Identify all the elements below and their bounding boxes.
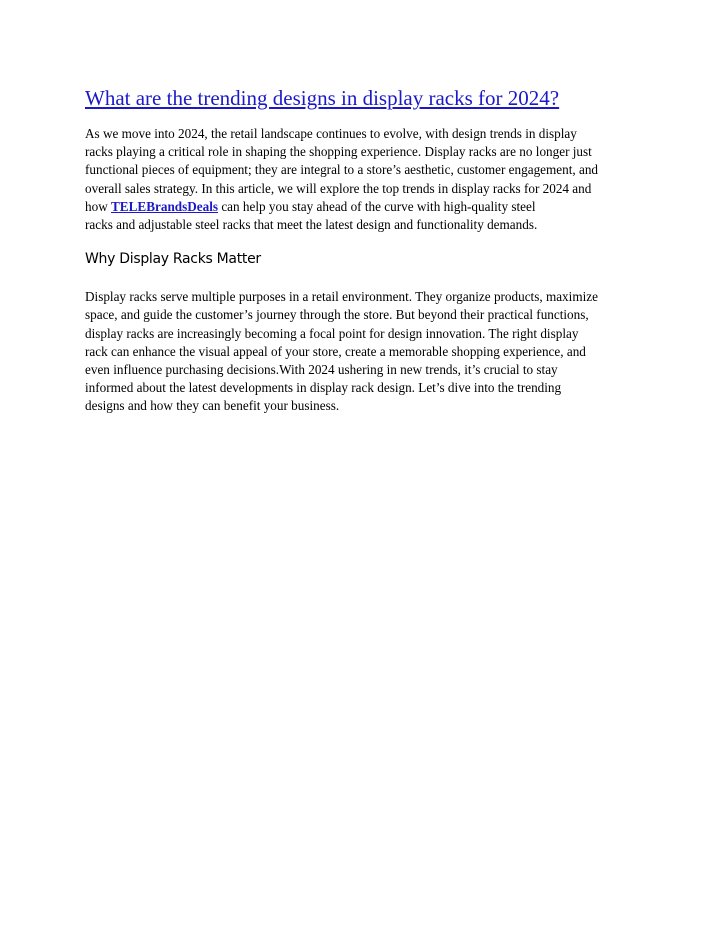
intro-line-5-end: can help you stay ahead of the curve with high-quality steel (218, 198, 536, 214)
section-line-2: space, and guide the customer’s journey through the store. But beyond their practical functions, (85, 307, 589, 323)
page-title-link[interactable]: What are the trending designs in display racks for 2024? (85, 86, 560, 110)
section-heading: Why Display Racks Matter (85, 251, 261, 268)
section-line-1: Display racks serve multiple purposes in a retail environment. They organize products, maximize (85, 289, 598, 305)
intro-line-6: racks and adjustable steel racks that meet the latest design and functionality demands. (85, 217, 538, 233)
section-line-5: even influence purchasing decisions.With 2024 ushering in new trends, it’s crucial to stay (85, 362, 558, 378)
intro-line-4: overall sales strategy. In this article, we will explore the top trends in display racks for 2024 and (85, 180, 592, 196)
section-line-4: rack can enhance the visual appeal of your store, create a memorable shopping experience, and (85, 343, 586, 359)
intro-line-3: functional pieces of equipment; they are integral to a store’s aesthetic, customer engagement, and (85, 162, 599, 178)
document-content (85, 84, 645, 416)
section-line-3: display racks are increasingly becoming a focal point for design innovation. The right display (85, 325, 579, 341)
brand-link[interactable]: TELEBrandsDeals (111, 198, 219, 214)
intro-line-5-start: how (85, 198, 112, 214)
section-line-6: informed about the latest developments in display rack design. Let’s dive into the trending (85, 380, 562, 396)
section-paragraph (85, 288, 645, 415)
section-line-7: designs and how they can benefit your business. (85, 398, 340, 414)
intro-line-2: racks playing a critical role in shaping the shopping experience. Display racks are no longer just (85, 144, 592, 160)
intro-line-1: As we move into 2024, the retail landscape continues to evolve, with design trends in display (85, 126, 577, 141)
intro-paragraph (85, 125, 645, 234)
intro-line-5 (85, 198, 645, 216)
